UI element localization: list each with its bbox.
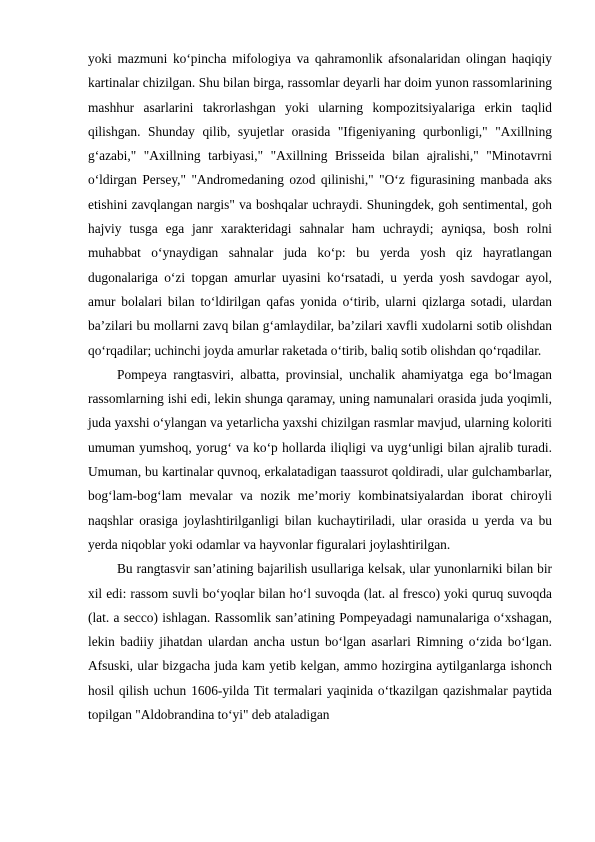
document-page: [88, 47, 552, 727]
paragraph-3: Bu rangtasvir san’atining bajarilish usullariga kelsak, ular yunonlarniki bilan bir xil edi: rassom suvli bo‘yoqlar bilan ho‘l suvoqda (lat. al fresco) yoki quruq suvoqda (lat. a secco) ishlagan. Rassomlik san’atining Pompeyadagi namunalariga o‘xshagan, lekin badiiy jihatdan ulardan ancha ustun bo‘lgan asarlari Rimning o‘zida bo‘lgan. Afsuski, ular bizgacha juda kam yetib kelgan, ammo hozirgina aytilganlarga ishonch hosil qilish uchun 1606-yilda Tit termalari yaqinida o‘tkazilgan qazishmalar paytida topilgan "Aldobrandina to‘yi" deb ataladigan: [88, 561, 552, 723]
paragraph-2: Pompeya rangtasviri, albatta, provinsial, unchalik ahamiyatga ega bo‘lmagan rassomlarning ishi edi, lekin shunga qaramay, uning namunalari orasida juda yoqimli, juda yaxshi o‘ylangan va yetarlicha yaxshi chizilgan rasmlar mavjud, ularning koloriti umuman yumshoq, yorug‘ va ko‘p hollarda iliqligi va uyg‘unligi bilan ajralib turadi. Umuman, bu kartinalar quvnoq, erkalatadigan taassurot qoldiradi, ular gulchambarlar, bog‘lam-bog‘lam mevalar va nozik me’moriy kombinatsiyalardan iborat chiroyli naqshlar orasiga joylashtirilganligi bilan kuchaytiriladi, ular orasida u yerda va bu yerda niqoblar yoki odamlar va hayvonlar figuralari joylashtirilgan.: [88, 366, 552, 552]
paragraph-1: yoki mazmuni ko‘pincha mifologiya va qahramonlik afsonalaridan olingan haqiqiy kartinalar chizilgan. Shu bilan birga, rassomlar deyarli har doim yunon rassomlarining mashhur asarlarini takrorlashgan yoki ularning kompozitsiyalariga erkin taqlid qilishgan. Shunday qilib, syujetlar orasida "Ifigeniyaning qurbonligi," "Axillning g‘azabi," "Axillning tarbiyasi," "Axillning Brisseida bilan ajralishi," "Minotavrni o‘ldirgan Persey," "Andromedaning ozod qilinishi," "O‘z figurasining manbada aks etishini zavqlangan nargis" va boshqalar uchraydi. Shuningdek, goh sentimental, goh hajviy tusga ega janr xarakteridagi sahnalar ham uchraydi; ayniqsa, bosh rolni muhabbat o‘ynaydigan sahnalar juda ko‘p: bu yerda yosh qiz hayratlangan dugonalariga o‘zi topgan amurlar uyasini ko‘rsatadi, u yerda yosh savdogar ayol, amur bolalari bilan to‘ldirilgan qafas yonida o‘tirib, ularni qizlarga sotadi, ulardan ba’zilari bu mollarni zavq bilan g‘amlaydilar, ba’zilari xavfli xudolarni sotib olishdan qo‘rqadilar; uchinchi joyda amurlar raketada o‘tirib, baliq sotib olishdan qo‘rqadilar.: [88, 51, 552, 358]
